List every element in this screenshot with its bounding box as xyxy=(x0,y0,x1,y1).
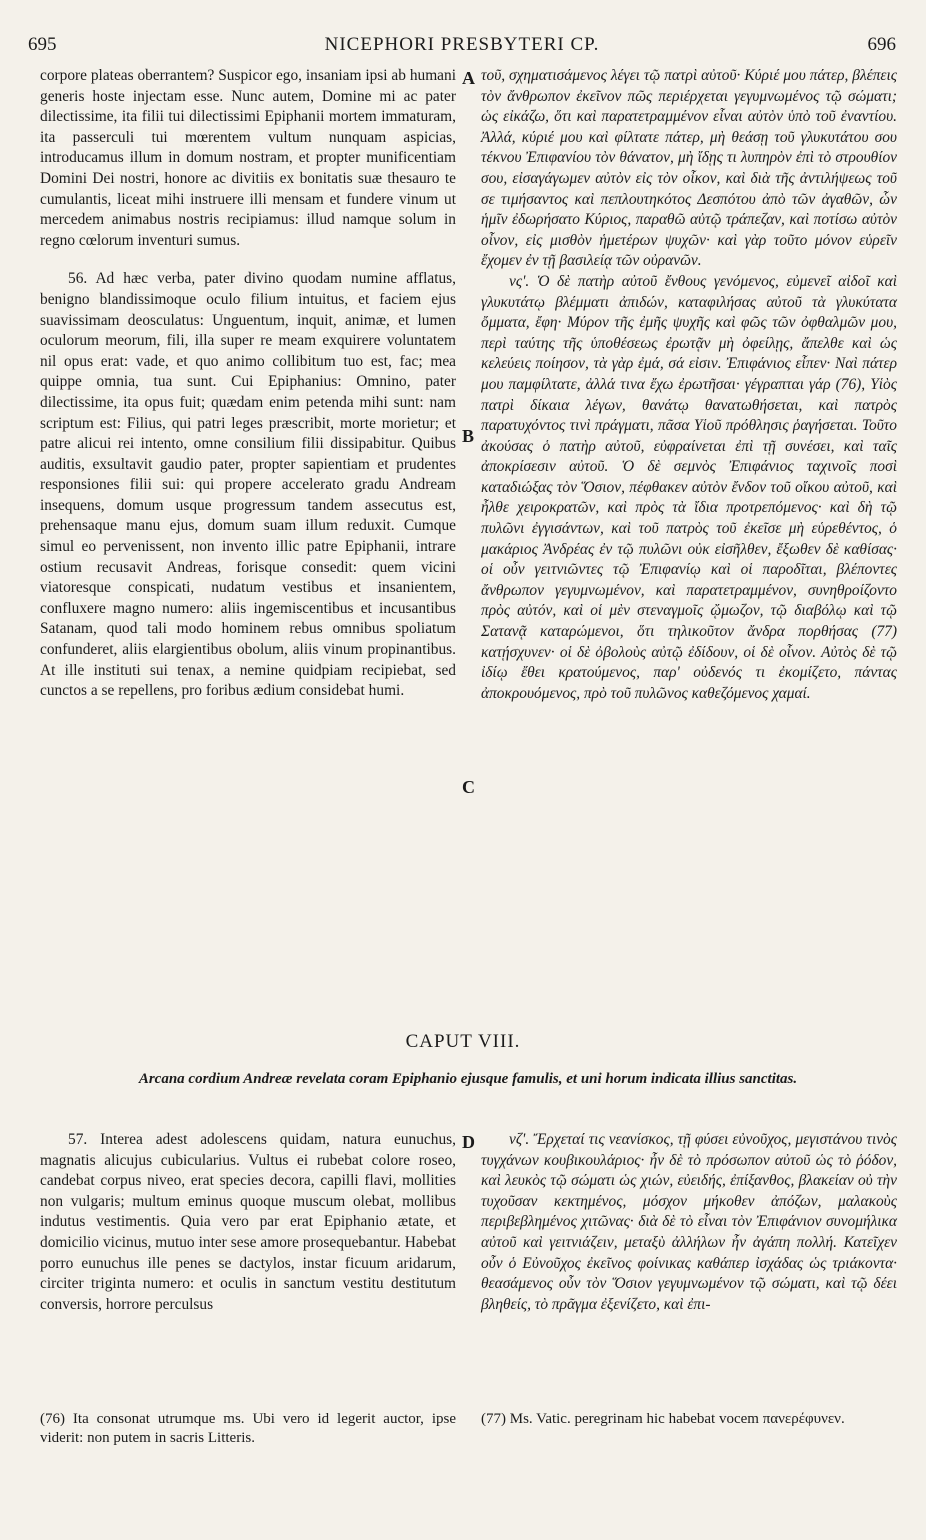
greek-paragraph-continued: τοῦ, σχηματισάμενος λέγει τῷ πατρὶ αὐτοῦ· Κύριέ μου πάτερ, βλέπεις τὸν ἄνθρωπον ἐκεῖνον πῶς περιέρχεται γεγυμνωμένος τῷ σώματι; ὡς εἰκάζω, ὅτι καὶ παρατετραμμένον εἶναι αὐτὸν ὑπὸ τοῦ ἐναντίου. Ἀλλά, κύριέ μου καὶ φίλτατε πάτερ, μὴ θεάσῃ τοῦ γλυκυτάτου σου τέκνου Ἐπιφανίου τὸν θάνατον, μὴ ἴδῃς τι λυπηρὸν ἐπὶ τὸ στρουθίον σου, εἰσαγάγωμεν αὐτὸν εἰς τὸν οἶκον, καὶ διὰ τῆς ἀντιλήψεως τοῦ σε τιμήσαντος καὶ πεπλουτηκότος Δεσπότου ἀπὸ τῶν ἀγαθῶν, ὧν ἡμῖν ἐδωρήσατο Κύριος, παραθῶ αὐτῷ τράπεζαν, καὶ ποτίσω αὐτὸν οἶνον, εἰς μισθὸν ἡμετέρων ψυχῶν· καὶ γὰρ τοῦτο μόνον εὑρεῖν ἔχομεν ἐν τῇ βασιλείᾳ τῶν οὐρανῶν. xyxy=(481,67,897,270)
running-header xyxy=(28,34,896,60)
running-title: NICEPHORI PRESBYTERI CP. xyxy=(324,34,600,55)
greek-column-top xyxy=(481,66,897,704)
latin-column-bottom xyxy=(40,1130,456,1315)
left-page-number: 695 xyxy=(28,34,57,55)
section-marker-d: D xyxy=(462,1132,475,1152)
latin-paragraph-56: 56. Ad hæc verba, pater divino quodam numine afflatus, benigno blandissimoque oculo filium intuitus, et faciem ejus suavissimam deosculatus: Unguentum, inquit, animæ, et lumen oculorum meorum, fili, illa super re meam exquirere voluntatem nil opus erat: vade, et quo animo collibitum tuo est, fac; mea quippe omnia, tua sunt. Cui Epiphanius: Omnino, pater dilectissime, ita opus fuit; quædam enim petenda mihi sunt: nam scriptum est: Filius, qui patri leges præscribit, morte morietur; et patre alicui rei intento, omne consilium filii dissipabitur. Quibus auditis, exsultavit gaudio pater, propter sapientiam et prudentes responsiones filii sui: qui propere accelerato gradu Andream insequens, domum usque progressum tandem assecutus est, prehensaque manu ejus, domum suam illum reduxit. Cumque simul eo pervenissent, non invento illic patre Epiphanii, intrare ostium recusavit Andreas, forisque consedit: quem vicini viatoresque conspicati, nudatum vestibus et insanientem, confluxere magno numero: aliis ingemiscentibus et incusantibus Satanam, quod tali modo hominem rebus omnibus spoliatum confunderet, aliis elargientibus obolum, aliis vinum propinantibus. At ille instituti sui tenax, a nemine quidpiam recipiebat, sed cunctos a se repellens, pro foribus ædium considebat humi. xyxy=(40,270,456,700)
greek-column-bottom xyxy=(481,1130,897,1315)
footnote-76: (76) Ita consonat utrumque ms. Ubi vero id legerit auctor, ipse viderit: non putem in sacris Litteris. xyxy=(40,1411,456,1446)
latin-paragraph-57: 57. Interea adest adolescens quidam, natura eunuchus, magnatis alicujus cubicularius. Vultus ei rubebat colore roseo, candebat corpus niveo, erat species decora, capilli flavi, mollities non vulgaris; multum eminus quoque muscum olebat, mollibus indutus vestimentis. Quia vero par erat Epiphanio ætate, et domicilio vicinus, mutuo inter sese amore prosequebantur. Habebat porro eunuchus ille penes se dactylos, instar ficuum aridarum, circiter triginta numero: et oculis in sanctum vestitu destitutum conversis, horrore perculsus xyxy=(40,1131,456,1313)
footnote-77: (77) Ms. Vatic. peregrinam hic habebat vocem πανερέφυνεν. xyxy=(481,1411,845,1427)
greek-paragraph-57: νζ'. Ἔρχεταί τις νεανίσκος, τῇ φύσει εὐνοῦχος, μεγιστάνου τινὸς τυγχάνων κουβικουλάριος· ἦν δὲ τὸ πρόσωπον αὐτοῦ ὡς τὸ ῥόδον, καὶ λευκὸς τῷ σώματι ὡς χιών, εὐειδής, ἐπίξανθος, βλακείαν οὐ τὴν τυχοῦσαν κεκτημένος, μόσχον μήκοθεν ἀπόζων, μαλακοὺς περιβεβλημένος χιτῶνας· διὰ δὲ τὸ εἶναι τὸν Ἐπιφάνιον συνομήλικα αὐτοῦ καὶ γειτνιάζειν, μεταξὺ ἀλλήλων ἦν ἀγάπη πολλή. Κατεῖχεν οὖν ὁ Εὐνοῦχος ἐκεῖνος φοίνικας καθάπερ ἰσχάδας ὡς τριάκοντα· θεασάμενος οὖν τὸν Ὅσιον γεγυμνωμένον τῷ σώματι, καὶ τῷ δέει βληθείς, τὸ πρᾶγμα ἐξενίζετο, καὶ ἐπι- xyxy=(481,1131,897,1313)
right-page-number: 696 xyxy=(867,34,896,55)
section-marker-a: A xyxy=(462,68,475,88)
section-marker-b: B xyxy=(462,426,475,446)
section-marker-c: C xyxy=(462,777,475,797)
chapter-argument: Arcana cordium Andreæ revelata coram Epiphanio ejusque famulis, et uni horum indicata illius sanctitas. xyxy=(138,1071,798,1087)
chapter-heading: CAPUT VIII. xyxy=(405,1031,521,1052)
latin-column-top xyxy=(40,66,456,702)
greek-paragraph-56: νς'. Ὁ δὲ πατὴρ αὐτοῦ ἔνθους γενόμενος, εὐμενεῖ αἰδοῖ καὶ γλυκυτάτῳ βλέμματι ἀπιδών, καταφιλήσας αὐτοῦ τὰ γλυκύτατα ὄμματα, ἔφη· Μύρον τῆς ἐμῆς ψυχῆς καὶ φῶς τῶν ὀφθαλμῶν μου, περὶ ταύτης τῆς ὑποθέσεως ἐρωτᾷν μὴ ὀφείλῃς, ἄπελθε καὶ ὡς κελεύεις ποίησον, τὰ γὰρ ἐμά, σά εἰσιν. Ἐπιφάνιος εἶπεν· Ναὶ πάτερ μου παμφίλτατε, ἀλλά τινα ἔχω ἐρωτῆσαι· γέγραπται γάρ (76), Υἱὸς πατρὶ δίκαια λέγων, θανάτῳ θανατωθήσεται, καὶ πατρὸς παρατυχόντος τινὶ πράγματι, πᾶσα Υἱοῦ πρόθλησις ῥαγήσεται. Τοῦτο ἀκούσας ὁ πατὴρ αὐτοῦ, εὐφραίνεται ἐπὶ τῇ συνέσει, καὶ ταῖς ἀποκρίσεσιν αὐτοῦ. Ὁ δὲ σεμνὸς Ἐπιφάνιος ταχινοῖς ποσὶ καταδιώξας τὸν Ὅσιον, πέφθακεν αὐτὸν ἔνδον τοῦ οἴκου αὐτοῦ, καὶ ἦλθε χειροκρατῶν, καὶ πρὸς τὰ ἴδια προτρεπόμενος· καὶ δὴ τῷ πυλῶνι ἐγγισάντων, καὶ τοῦ πατρὸς τοῦ ἐκεῖσε μὴ εὑρεθέντος, ὁ μακάριος Ἀνδρέας ἐν τῷ πυλῶνι οὐκ εἰσῆλθεν, ἔξωθεν δὲ καθίσας· οἱ οὖν γειτνιῶντες τῷ Ἐπιφανίῳ καὶ οἱ παροδῖται, βλέποντες ἄνθρωπον γεγυμνωμένον, καὶ παρατετραμμένον, συνηθροίζοντο πρὸς αὐτόν, καὶ οἱ μὲν στεναγμοῖς ᾤμωζον, τῷ διαβόλῳ καὶ τῷ Σατανᾷ καταρώμενοι, ὅτι τηλικοῦτον ἄνδρα πορθήσας (77) κατῄσχυνεν· οἱ δὲ ὀβολοὺς αὐτῷ ἐδίδουν, οἱ δὲ οἶνον. Αὐτὸς δὲ τῷ ἰδίῳ ἔθει κρατούμενος, παρ' οὐδενός τι ἐκομίζετο, πάντας ἀποκρουόμενος, πρὸ τοῦ πυλῶνος καθεζόμενος χαμαί. xyxy=(481,272,897,702)
latin-paragraph-continued: corpore plateas oberrantem? Suspicor ego, insaniam ipsi ab humani generis hoste injectam esse. Nunc autem, Domine mi ac pater dilectissime, ita filii tui dilectissimi Epiphanii mortem immaturam, ita passerculi tui mœrentem vultum nunquam aspicias, introducamus illum in domum nostram, et propter munificentiam Domini Dei nostri, honore ac divitiis ex bonitatis suæ thesauro te cumulantis, liceat mihi instruere illi mensam et fundere vinum ut mercedem animabus nostris recipiamus: illud namque solum in regno cœlorum inventuri sumus. xyxy=(40,67,456,249)
